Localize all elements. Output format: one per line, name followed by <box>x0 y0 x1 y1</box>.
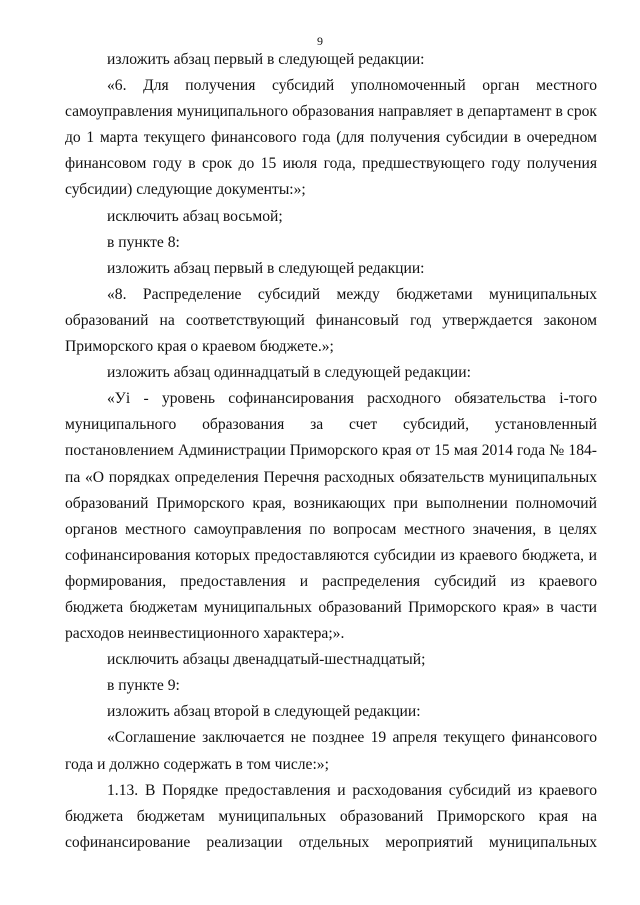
paragraph: изложить абзац первый в следующей редакции: <box>107 51 425 68</box>
paragraph: 1.13. В Порядке предоставления и расходования субсидий из краевого бюджета бюджетам муниципальных образований Приморского края на софинансирование реализации отдельных мероприятий муниципальных <box>65 781 597 851</box>
paragraph: «Уi - уровень софинансирования расходного обязательства i-того муниципального образования за счет субсидий, установленный постановлением Администрации Приморского края от 15 мая 2014 года № 184-па «О порядках определения Перечня расходных обязательств муниципальных образований Приморского края, возникающих при выполнении полномочий органов местного самоуправления по вопросам местного значения, в целях софинансирования которых предоставляются субсидии из краевого бюджета, и формирования, предоставления и распределения субсидий из краевого бюджета бюджетам муниципальных образований Приморского края» в части расходов неинвестиционного характера;». <box>65 390 597 643</box>
document-body <box>65 47 597 856</box>
paragraph: изложить абзац второй в следующей редакции: <box>107 703 421 721</box>
page-number: 9 <box>317 34 323 48</box>
paragraph: «8. Распределение субсидий между бюджетами муниципальных образований на соответствующий финансовый год утверждается законом Приморского края о краевом бюджете.»; <box>65 285 597 356</box>
paragraph: «6. Для получения субсидий уполномоченный орган местного самоуправления муниципального образования направляет в департамент в срок до 1 марта текущего финансового года (для получения субсидии в очередном финансовом году в срок до 15 июля года, предшествующего году получения субсидии) следующие документы:»; <box>65 77 597 199</box>
paragraph: «Соглашение заключается не позднее 19 апреля текущего финансового года и должно содержать в том числе:»; <box>65 729 597 773</box>
paragraph: изложить абзац одиннадцатый в следующей редакции: <box>107 364 471 382</box>
paragraph: в пункте 9: <box>107 677 180 695</box>
paragraph: исключить абзацы двенадцатый-шестнадцатый; <box>107 651 426 669</box>
paragraph: в пункте 8: <box>107 233 180 251</box>
paragraph: изложить абзац первый в следующей редакции: <box>107 259 425 277</box>
paragraph: исключить абзац восьмой; <box>107 207 283 225</box>
